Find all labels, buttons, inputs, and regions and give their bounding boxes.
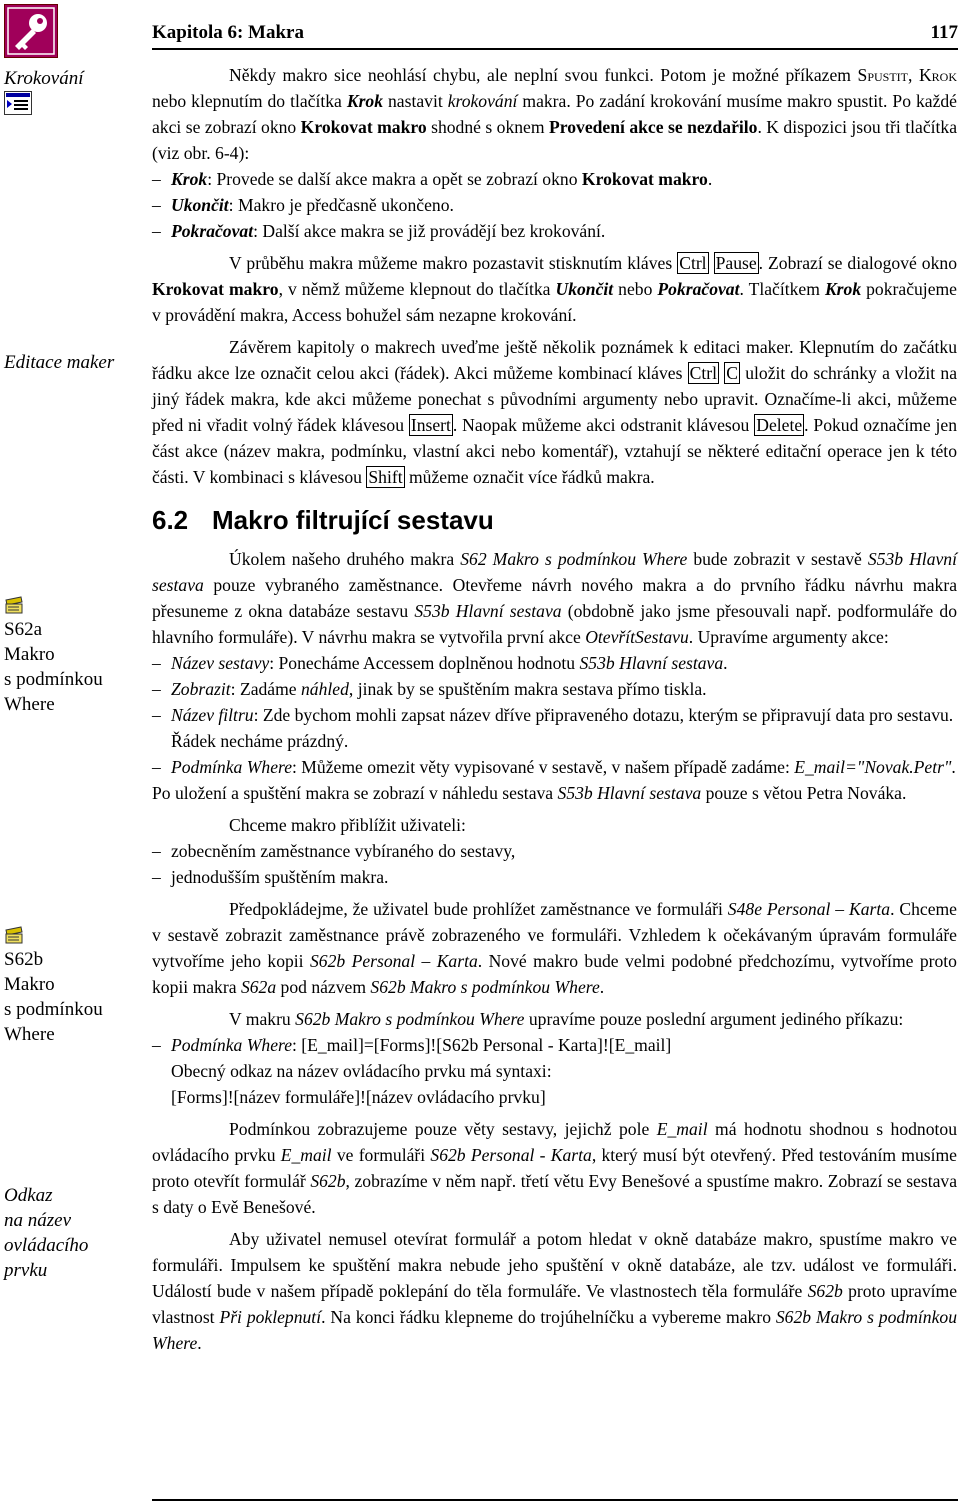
paragraph: Chceme makro přiblížit uživateli: — [229, 815, 466, 835]
odkaz-line: na název — [4, 1210, 72, 1231]
paragraph: V průběhu makra můžeme makro pozastavit stisknutím kláves Ctrl Pause . Zobrazí se dialogové okno Krokovat makro, v němž můžeme klepnout do tlačítka Ukončit nebo Pokračovat. Tlačítkem Krok pokračujeme v provádění makra, Access bohužel sám nezapne krokování. — [152, 253, 957, 325]
key-delete: Delete — [756, 415, 803, 435]
margin-note-s62a — [4, 617, 103, 717]
access-key-logo — [4, 4, 58, 58]
list-item: – Název sestavy: Ponecháme Accessem doplněnou hodnotu S53b Hlavní sestava. — [152, 653, 728, 673]
list-item: – Podmínka Where: Můžeme omezit věty vypisované v sestavě, v našem případě zadáme: E_mail="Novak.Petr". — [152, 757, 956, 777]
list-item: – Ukončit: Makro je předčasně ukončeno. — [152, 195, 454, 215]
margin-note-krokovani: Krokování — [4, 68, 84, 89]
page-header — [152, 20, 958, 50]
s62b-line: Makro — [4, 974, 55, 995]
paragraph: V makru S62b Makro s podmínkou Where upravíme pouze poslední argument jediného příkazu: — [229, 1009, 904, 1029]
list-item: – jednodušším spuštěním makra. — [152, 867, 389, 887]
key-insert: Insert — [410, 415, 451, 435]
list-item: – Krok: Provede se další akce makra a opět se zobrazí okno Krokovat makro. — [152, 169, 713, 189]
chapter-title: Kapitola 6: Makra — [152, 22, 304, 43]
main-text — [152, 62, 957, 1356]
s62b-line: s podmínkou — [4, 999, 103, 1020]
key-pause: Pause — [715, 253, 757, 273]
paragraph: Předpokládejme, že uživatel bude prohlížet zaměstnance ve formuláři S48e Personal – Karta. Chceme v sestavě zobrazit zaměstnance právě zobrazeného ve formuláři. Vzhledem k očekávaným úpravám formuláře vytvoříme jeho kopii S62b Personal – Karta. Nové makro bude velmi podobné předchozímu, vytvoříme proto kopii makra S62a pod názvem S62b Makro s podmínkou Where. — [152, 899, 957, 997]
paragraph: Někdy makro sice neohlásí chybu, ale neplní svou funkci. Potom je možné příkazem Spustit, Krok nebo klepnutím do tlačítka Krok nastavit krokování makra. Po zadání krokování musíme makro spustit. Po každé akci se zobrazí okno Krokovat makro shodné s oknem Provedení akce se nezdařilo. K dispozici jsou tři tlačítka (viz obr. 6-4): — [152, 65, 958, 163]
s62a-line: Where — [4, 694, 55, 715]
s62b-line: S62b — [4, 949, 44, 970]
s62a-line: Makro — [4, 644, 55, 665]
paragraph: Podmínkou zobrazujeme pouze věty sestavy, jejichž pole E_mail má hodnotu shodnou s hodnotou ovládacího prvku E_mail ve formuláři S62b Personal - Karta, který musí být otevřený. Před testováním musíme proto otevřít formulář S62b, zobrazíme v něm např. třetí větu Evy Benešové a spustíme makro. Zobrazí se sestava s daty o Evě Benešové. — [152, 1119, 958, 1217]
key-ctrl: Ctrl — [679, 253, 707, 273]
margin-note-editace: Editace maker — [4, 352, 115, 373]
list-item: – Pokračovat: Další akce makra se již provádějí bez krokování. — [152, 221, 606, 241]
key-c: C — [726, 363, 739, 383]
list-item: – Zobrazit: Zadáme náhled, jinak by se spuštěním makra sestava přímo tiskla. — [152, 679, 707, 699]
list-item: – Název filtru: Zde bychom mohli zapsat název dříve připraveného dotazu, kterým se připravují data pro sestavu. Řádek necháme prázdný. — [152, 705, 954, 751]
paragraph: Po uložení a spuštění makra se zobrazí v náhledu sestava S53b Hlavní sestava pouze s větou Petra Nováka. — [152, 783, 907, 803]
odkaz-line: prvku — [4, 1260, 48, 1281]
paragraph: Úkolem našeho druhého makra S62 Makro s podmínkou Where bude zobrazit v sestavě S53b Hlavní sestava pouze vybraného zaměstnance. Otevřeme návrh nového makra a do prvního řádku návrhu makra přesuneme z okna databáze sestavu S53b Hlavní sestava (obdobně jako jsme přesouvali např. podformuláře do hlavního formuláře). V návrhu makra se vytvořila první akce OtevřítSestavu. Upravíme argumenty akce: — [152, 549, 957, 647]
section-heading: 6.2 Makro filtrující sestavu — [152, 505, 494, 535]
margin-note-s62b — [4, 947, 103, 1047]
odkaz-line: Odkaz — [4, 1185, 53, 1206]
list-item: – zobecněním zaměstnance vybíraného do sestavy, — [152, 841, 516, 861]
s62a-line: s podmínkou — [4, 669, 103, 690]
s62a-line: S62a — [4, 619, 42, 640]
margin-note-odkaz — [4, 1183, 88, 1283]
list-item: – Podmínka Where: [E_mail]=[Forms]![S62b Personal - Karta]![E_mail] Obecný odkaz na název ovládacího prvku má syntaxi: [Forms]![název formuláře]![název ovládacího prvku] — [152, 1035, 672, 1107]
macro-icon — [4, 596, 24, 619]
s62b-line: Where — [4, 1024, 55, 1045]
odkaz-line: ovládacího — [4, 1235, 89, 1256]
paragraph: Aby uživatel nemusel otevírat formulář a potom hledat v okně databáze makro, spustíme makro ve formuláři. Impulsem ke spuštění makra nebude jeho spuštění v okně databáze, ale tzv. událost ve formuláři. Událostí bude v našem případě poklepání do těla formuláře. Ve vlastnostech těla formuláře S62b proto upravíme vlastnost Při poklepnutí. Na konci řádku klepneme do trojúhelníčku a vybereme makro S62b Makro s podmínkou Where. — [152, 1229, 957, 1353]
step-debug-icon — [4, 91, 32, 120]
key-shift: Shift — [368, 467, 403, 487]
key-ctrl: Ctrl — [689, 363, 718, 383]
macro-icon — [4, 926, 24, 949]
paragraph: Závěrem kapitoly o makrech uveďme ještě několik poznámek k editaci maker. Klepnutím do začátku řádku akce lze označit celou akci (řádek). Akci můžeme kombinací kláves Ctrl C uložit do schránky a vložit na jiný řádek makra, kde akci můžeme ponechat s původními argumenty nebo upravit. Označíme-li akci, můžeme před ni vřadit volný řádek klávesou Insert . Naopak můžeme akci odstranit klávesou Delete . Pokud označíme jen část akce (název makra, podmínku, vlastní akci nebo komentář), vztahují se některé editační operace jen k této části. V kombinaci s klávesou Shift můžeme označit více řádků makra. — [152, 337, 958, 487]
footer-rule — [152, 1499, 958, 1501]
page-number: 117 — [930, 22, 958, 43]
